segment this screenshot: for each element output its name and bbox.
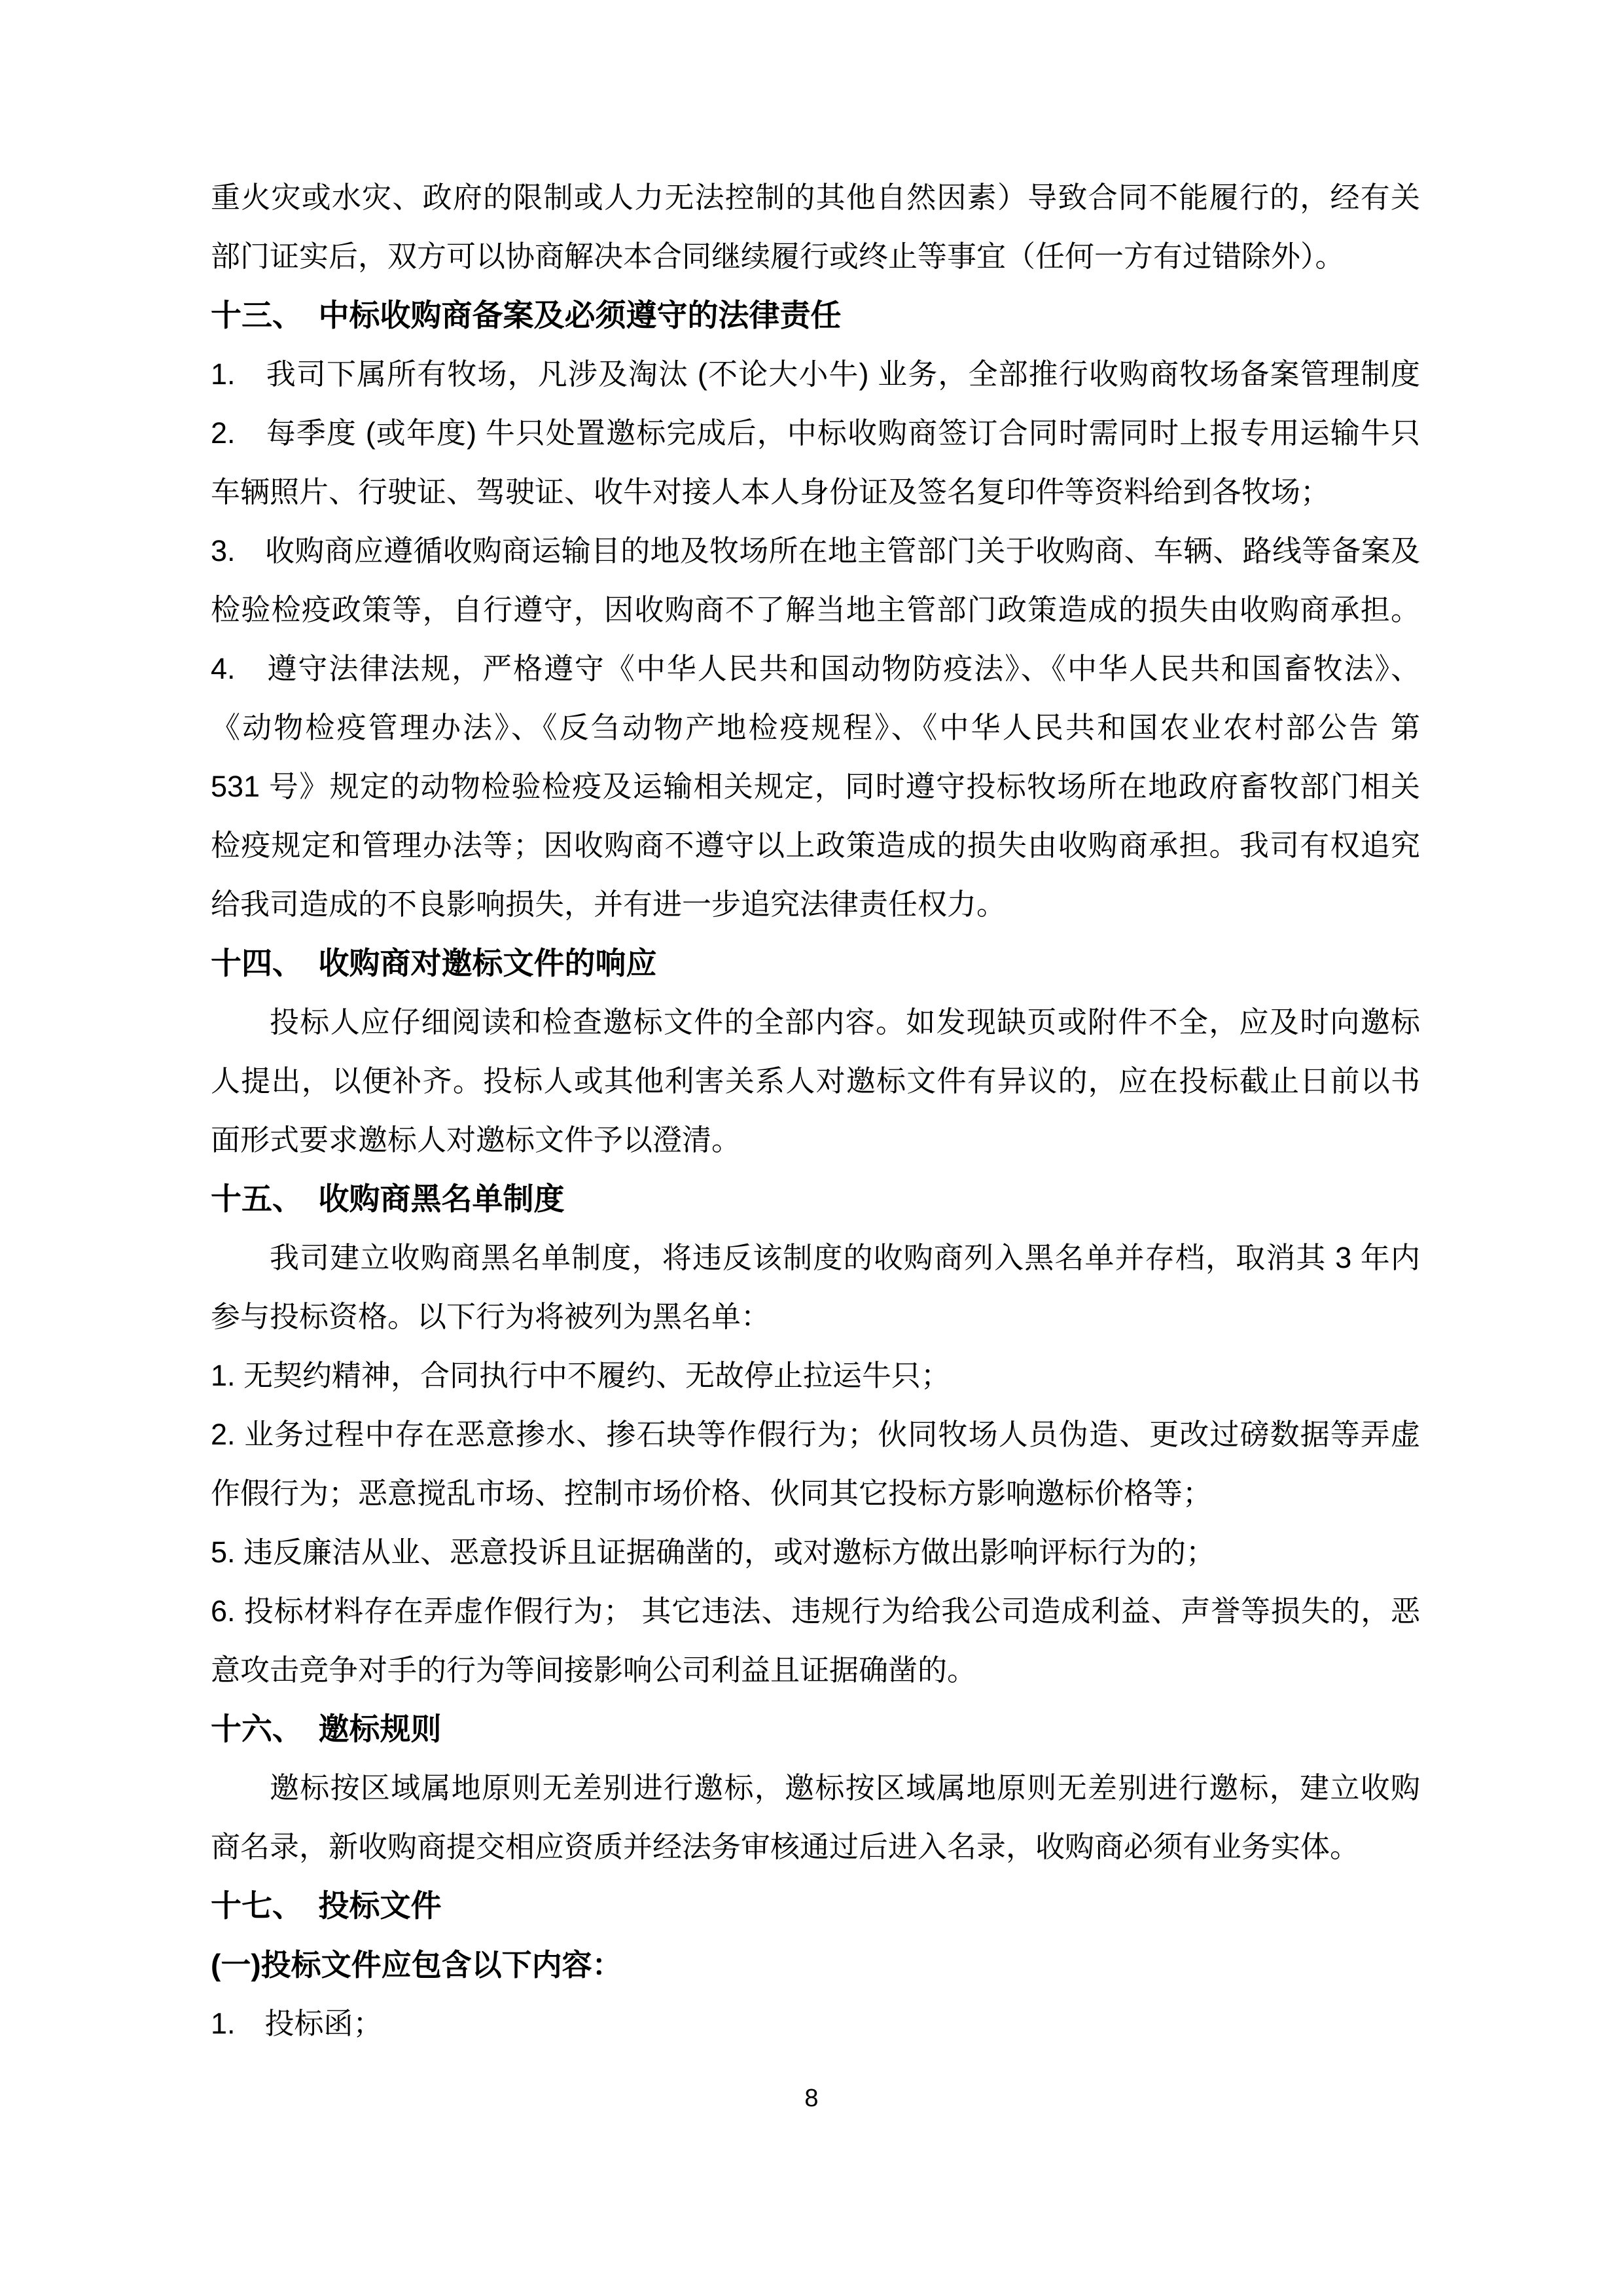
- section-heading: 十四、 收购商对邀标文件的响应: [211, 946, 657, 980]
- page-number: 8: [804, 2085, 819, 2112]
- text-line: 投标人应仔细阅读和检查邀标文件的全部内容。如发现缺页或附件不全，应及时向邀标: [270, 1005, 1420, 1039]
- text-line: 人提出，以便补齐。投标人或其他利害关系人对邀标文件有异议的，应在投标截止日前以书: [211, 1064, 1420, 1098]
- section-heading: 十六、 邀标规则: [211, 1712, 442, 1746]
- text-line: 意攻击竞争对手的行为等间接影响公司利益且证据确凿的。: [211, 1653, 977, 1687]
- text-line: 我司建立收购商黑名单制度，将违反该制度的收购商列入黑名单并存档，取消其 3 年内: [270, 1241, 1420, 1274]
- text-line: 检疫规定和管理办法等；因收购商不遵守以上政策造成的损失由收购商承担。我司有权追究: [211, 829, 1420, 862]
- text-line: 1. 无契约精神，合同执行中不履约、无故停止拉运牛只；: [211, 1359, 951, 1392]
- text-line: 面形式要求邀标人对邀标文件予以澄清。: [211, 1123, 741, 1157]
- section-heading: 十五、 收购商黑名单制度: [211, 1181, 565, 1216]
- text-line: 3. 收购商应遵循收购商运输目的地及牧场所在地主管部门关于收购商、车辆、路线等备案及: [211, 534, 1420, 567]
- text-line: 1. 投标函；: [211, 2007, 383, 2040]
- text-line: 邀标按区域属地原则无差别进行邀标，邀标按区域属地原则无差别进行邀标，建立收购: [270, 1771, 1420, 1804]
- text-line: 5. 违反廉洁从业、恶意投诉且证据确凿的，或对邀标方做出影响评标行为的；: [211, 1535, 1216, 1569]
- text-line: 2. 业务过程中存在恶意掺水、掺石块等作假行为；伙同牧场人员伪造、更改过磅数据等弄虚: [211, 1418, 1420, 1451]
- section-heading: 十七、 投标文件: [211, 1888, 442, 1923]
- text-line: 1. 我司下属所有牧场，凡涉及淘汰 (不论大小牛) 业务，全部推行收购商牧场备案管理制度: [211, 357, 1420, 391]
- sub-section-heading: (一)投标文件应包含以下内容：: [211, 1948, 622, 1982]
- text-line: 商名录，新收购商提交相应资质并经法务审核通过后进入名录，收购商必须有业务实体。: [211, 1830, 1360, 1863]
- text-line: 检验检疫政策等，自行遵守，因收购商不了解当地主管部门政策造成的损失由收购商承担。: [211, 593, 1420, 626]
- text-line: 4. 遵守法律法规，严格遵守《中华人民共和国动物防疫法》、《中华人民共和国畜牧法》、: [211, 652, 1420, 685]
- text-line: 车辆照片、行驶证、驾驶证、收牛对接人本人身份证及签名复印件等资料给到各牧场；: [211, 475, 1330, 509]
- text-line: 作假行为；恶意搅乱市场、控制市场价格、伙同其它投标方影响邀标价格等；: [211, 1477, 1213, 1510]
- text-line: 2. 每季度 (或年度) 牛只处置邀标完成后，中标收购商签订合同时需同时上报专用运输牛只: [211, 416, 1420, 450]
- text-line: 531 号》规定的动物检验检疫及运输相关规定，同时遵守投标牧场所在地政府畜牧部门相关: [211, 770, 1420, 803]
- text-line: 《动物检疫管理办法》、《反刍动物产地检疫规程》、《中华人民共和国农业农村部公告 第: [211, 711, 1420, 744]
- text-line: 部门证实后，双方可以协商解决本合同继续履行或终止等事宜（任何一方有过错除外）。: [211, 240, 1345, 273]
- section-heading: 十三、 中标收购商备案及必须遵守的法律责任: [211, 298, 842, 332]
- text-line: 6. 投标材料存在弄虚作假行为； 其它违法、违规行为给我公司造成利益、声誉等损失的，恶: [211, 1594, 1420, 1628]
- text-line: 给我司造成的不良影响损失，并有进一步追究法律责任权力。: [211, 888, 1007, 921]
- text-line: 重火灾或水灾、政府的限制或人力无法控制的其他自然因素）导致合同不能履行的，经有关: [211, 181, 1420, 214]
- page-footer: [0, 2086, 1623, 2111]
- text-line: 参与投标资格。以下行为将被列为黑名单：: [211, 1300, 771, 1333]
